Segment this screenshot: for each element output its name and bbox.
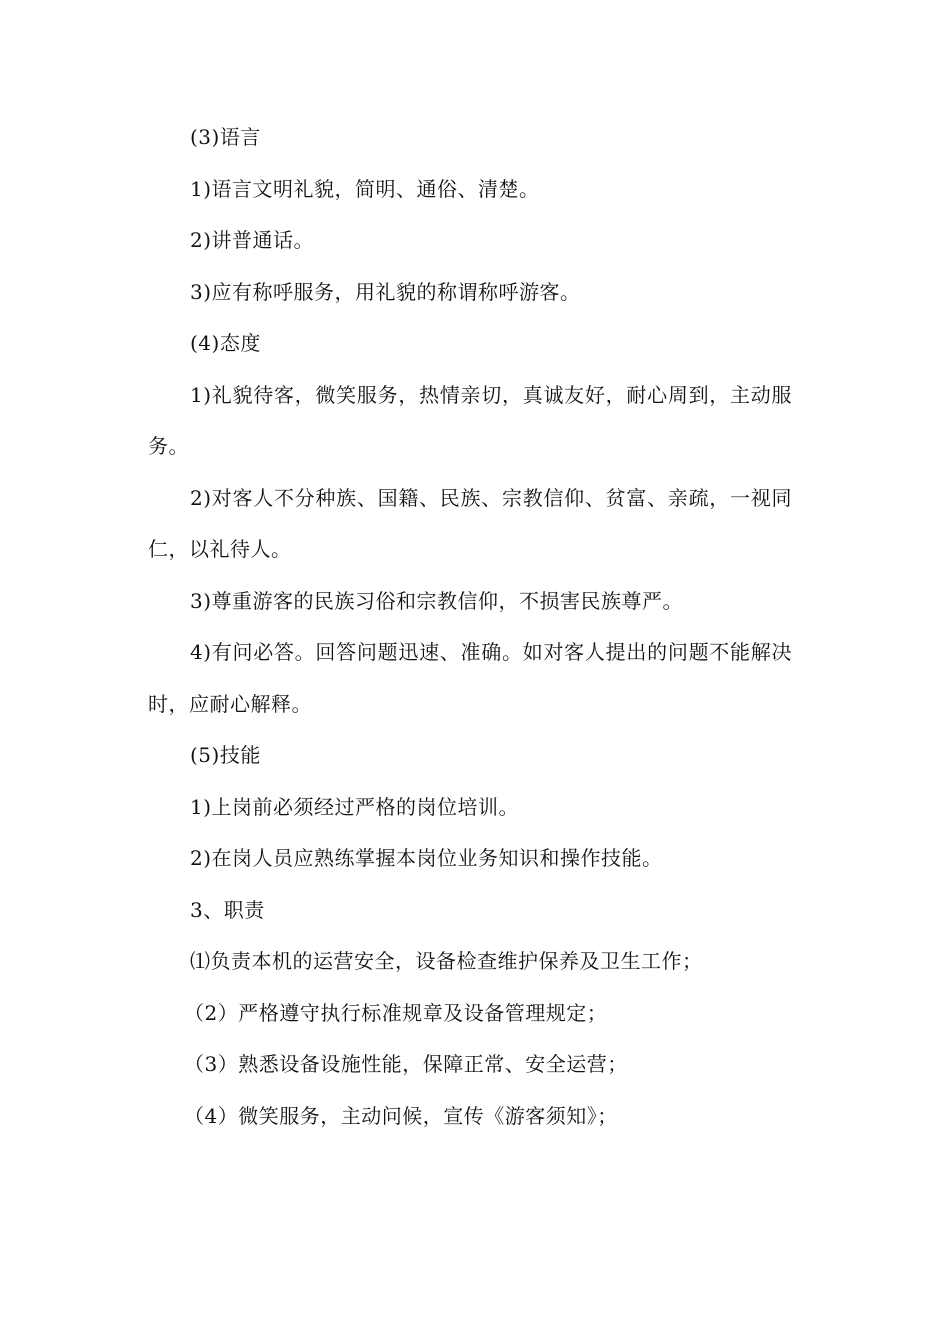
paragraph-attitude-4: 4)有问必答。回答问题迅速、准确。如对客人提出的问题不能解决时，应耐心解释。 xyxy=(148,640,792,716)
section-heading-duties: 3、职责 xyxy=(190,897,265,922)
section-heading-attitude: (4)态度 xyxy=(190,331,261,355)
paragraph-attitude-3: 3)尊重游客的民族习俗和宗教信仰，不损害民族尊严。 xyxy=(190,588,684,613)
paragraph-attitude-1: 1)礼貌待客，微笑服务，热情亲切，真诚友好，耐心周到，主动服务。 xyxy=(148,382,792,458)
paragraph-language-1: 1)语言文明礼貌，简明、通俗、清楚。 xyxy=(190,176,540,201)
paragraph-language-2: 2)讲普通话。 xyxy=(190,228,315,252)
paragraph-attitude-2: 2)对客人不分种族、国籍、民族、宗教信仰、贫富、亲疏，一视同仁，以礼待人。 xyxy=(148,485,792,561)
paragraph-duty-1: ⑴负责本机的运营安全，设备检查维护保养及卫生工作； xyxy=(190,949,703,973)
paragraph-skills-1: 1)上岗前必须经过严格的岗位培训。 xyxy=(190,794,520,819)
section-heading-skills: (5)技能 xyxy=(190,743,261,767)
paragraph-duty-4: （4）微笑服务，主动问候，宣传《游客须知》； xyxy=(184,1103,618,1128)
paragraph-duty-2: （2）严格遵守执行标准规章及设备管理规定； xyxy=(184,1000,608,1025)
paragraph-duty-3: （3）熟悉设备设施性能，保障正常、安全运营； xyxy=(184,1052,628,1076)
document-body xyxy=(148,112,792,1142)
paragraph-skills-2: 2)在岗人员应熟练掌握本岗位业务知识和操作技能。 xyxy=(190,846,663,870)
paragraph-language-3: 3)应有称呼服务，用礼貌的称谓称呼游客。 xyxy=(190,279,581,304)
section-heading-language: (3)语言 xyxy=(190,125,261,149)
